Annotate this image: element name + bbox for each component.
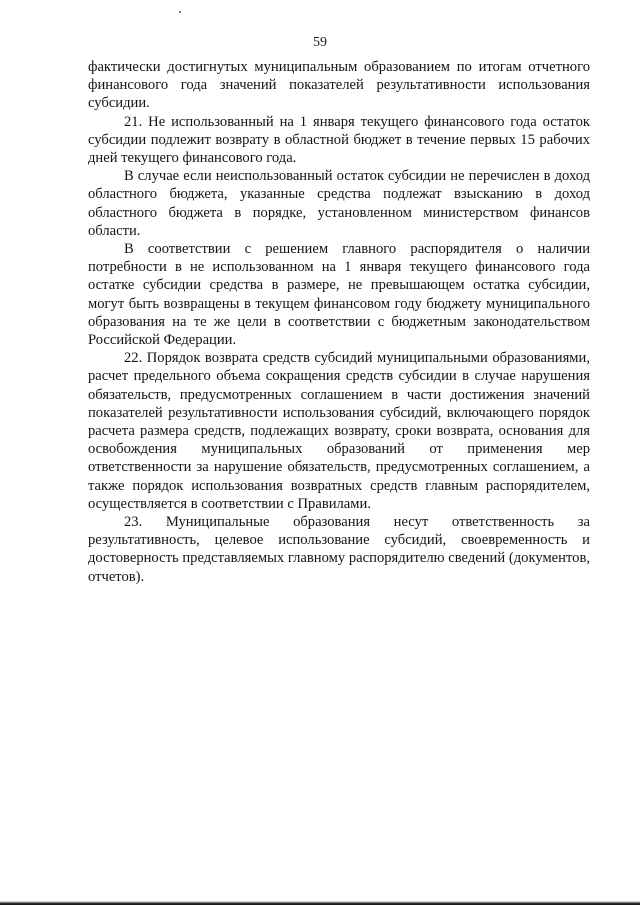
paragraph-return-decision: В соответствии с решением главного распорядителя о наличии потребности в не использованном на 1 января текущего финансового года остатке субсидии средства в размере, не превышающем остатка субсидии, могут быть возвращены в текущем финансовом году бюджету муниципального образования на те же цели в соответствии с бюджетным законодательством Российской Федерации.	[88, 241, 590, 349]
paragraph-unspent-balance: В случае если неиспользованный остаток субсидии не перечислен в доход областного бюджета, указанные средства подлежат взысканию в доход областного бюджета в порядке, установленном министерством финансов области.	[88, 168, 590, 239]
paragraph-continuation: фактически достигнутых муниципальным образованием по итогам отчетного финансового года значений показателей результативности использования субсидии.	[88, 59, 590, 112]
paragraph-21: 21. Не использованный на 1 января текущего финансового года остаток субсидии подлежит возврату в областной бюджет в течение первых 15 рабочих дней текущего финансового года.	[88, 113, 590, 167]
document-body	[88, 58, 590, 586]
scan-bottom-edge	[0, 901, 640, 905]
paragraph-23: 23. Муниципальные образования несут ответственность за результативность, целевое использование субсидий, своевременность и достоверность представляемых главному распорядителю сведений (документов, отчетов).	[88, 514, 590, 585]
page-number: 59	[313, 35, 327, 50]
paragraph-22: 22. Порядок возврата средств субсидий муниципальными образованиями, расчет предельного объема сокращения средств субсидии в случае нарушения обязательств, предусмотренных соглашением в части достижения значений показателей результативности использования субсидий, включающего порядок расчета размера средств, подлежащих возврату, сроки возврата, основания для освобождения муниципальных образований от применения мер ответственности за нарушение обязательств, предусмотренных соглашением, а также порядок использования возвратных средств главным распорядителем, осуществляется в соответствии с Правилами.	[88, 350, 590, 512]
scan-speck	[179, 11, 181, 13]
